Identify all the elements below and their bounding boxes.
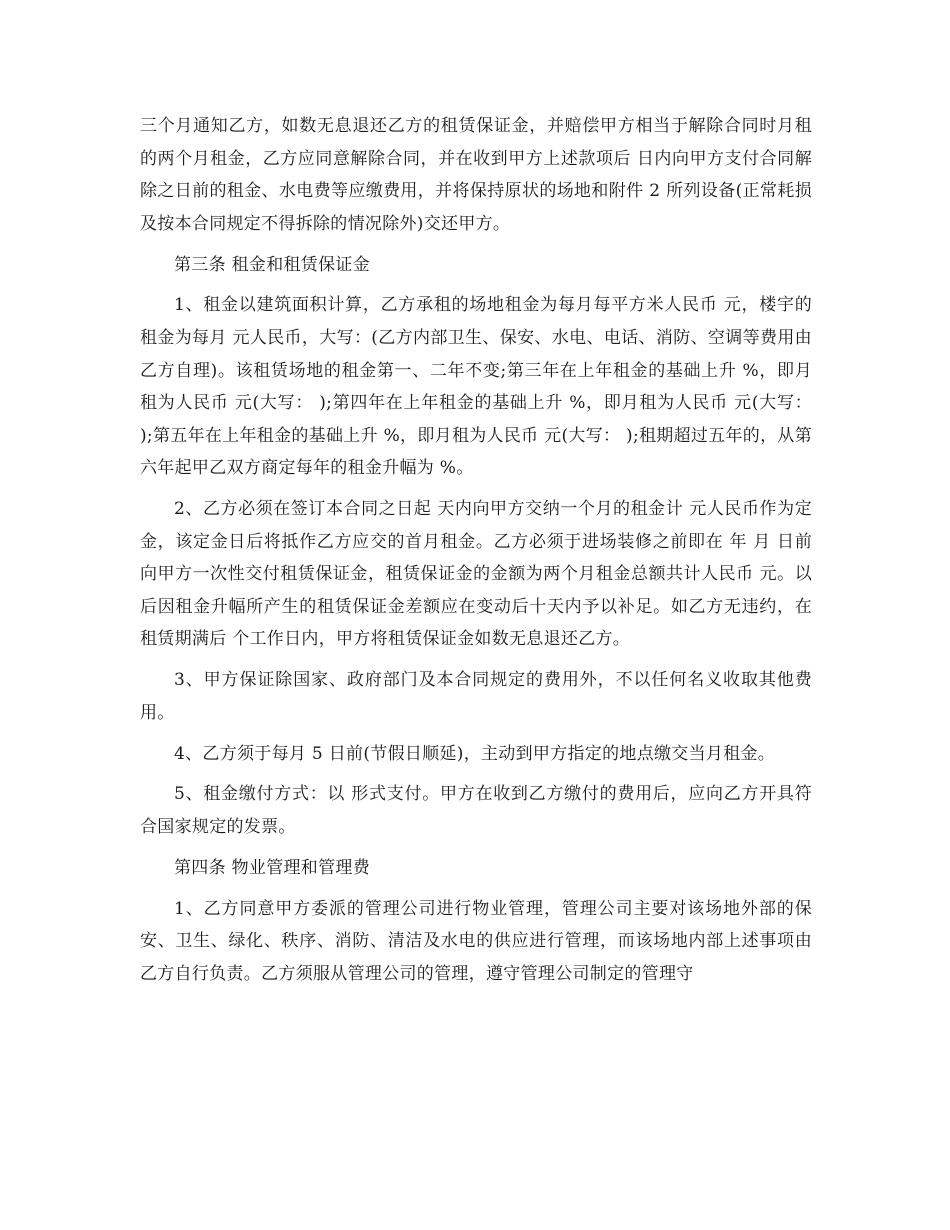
document-body xyxy=(140,110,812,999)
paragraph-rent-clause-4: 4、乙方须于每月 5 日前(节假日顺延)，主动到甲方指定的地点缴交当月租金。 xyxy=(174,743,776,764)
paragraph-continuation: 三个月通知乙方，如数无息退还乙方的租赁保证金，并赔偿甲方相当于解除合同时月租的两个月租金，乙方应同意解除合同，并在收到甲方上述款项后 日内向甲方支付合同解除之日前的租金、水电费等应缴费用，并将保持原状的场地和附件 2 所列设备(正常耗损及按本合同规定不得拆除的情况除外)交还甲方。 xyxy=(140,116,812,234)
section-heading-article-4: 第四条 物业管理和管理费 xyxy=(174,857,371,878)
paragraph-rent-clause-3: 3、甲方保证除国家、政府部门及本合同规定的费用外，不以任何名义收取其他费用。 xyxy=(140,670,812,723)
paragraph-management-clause-1: 1、乙方同意甲方委派的管理公司进行物业管理，管理公司主要对该场地外部的保安、卫生、绿化、秩序、消防、清洁及水电的供应进行管理，而该场地内部上述事项由乙方自行负责。乙方须服从管理公司的管理，遵守管理公司制定的管理守 xyxy=(140,898,812,984)
paragraph-rent-clause-1: 1、租金以建筑面积计算，乙方承租的场地租金为每月每平方米人民币 元，楼宇的租金为每月 元人民币，大写：(乙方内部卫生、保安、水电、电话、消防、空调等费用由乙方自理)。该租赁场地的租金第一、二年不变;第三年在上年租金的基础上升 %，即月租为人民币 元(大写： );第四年在上年租金的基础上升 %，即月租为人民币 元(大写： );第五年在上年租金的基础上升 %，即月租为人民币 元(大写： );租期超过五年的，从第六年起甲乙双方商定每年的租金升幅为 %。 xyxy=(140,295,812,479)
paragraph-rent-clause-5: 5、租金缴付方式：以 形式支付。甲方在收到乙方缴付的费用后，应向乙方开具符合国家规定的发票。 xyxy=(140,784,812,837)
section-heading-article-3: 第三条 租金和租赁保证金 xyxy=(174,254,371,275)
paragraph-rent-clause-2: 2、乙方必须在签订本合同之日起 天内向甲方交纳一个月的租金计 元人民币作为定金，该定金日后将抵作乙方应交的首月租金。乙方必须于进场装修之前即在 年 月 日前向甲方一次性交付租赁保证金，租赁保证金的金额为两个月租金总额共计人民币 元。以后因租金升幅所产生的租赁保证金差额应在变动后十天内予以补足。如乙方无违约，在租赁期满后 个工作日内，甲方将租赁保证金如数无息退还乙方。 xyxy=(140,499,812,650)
